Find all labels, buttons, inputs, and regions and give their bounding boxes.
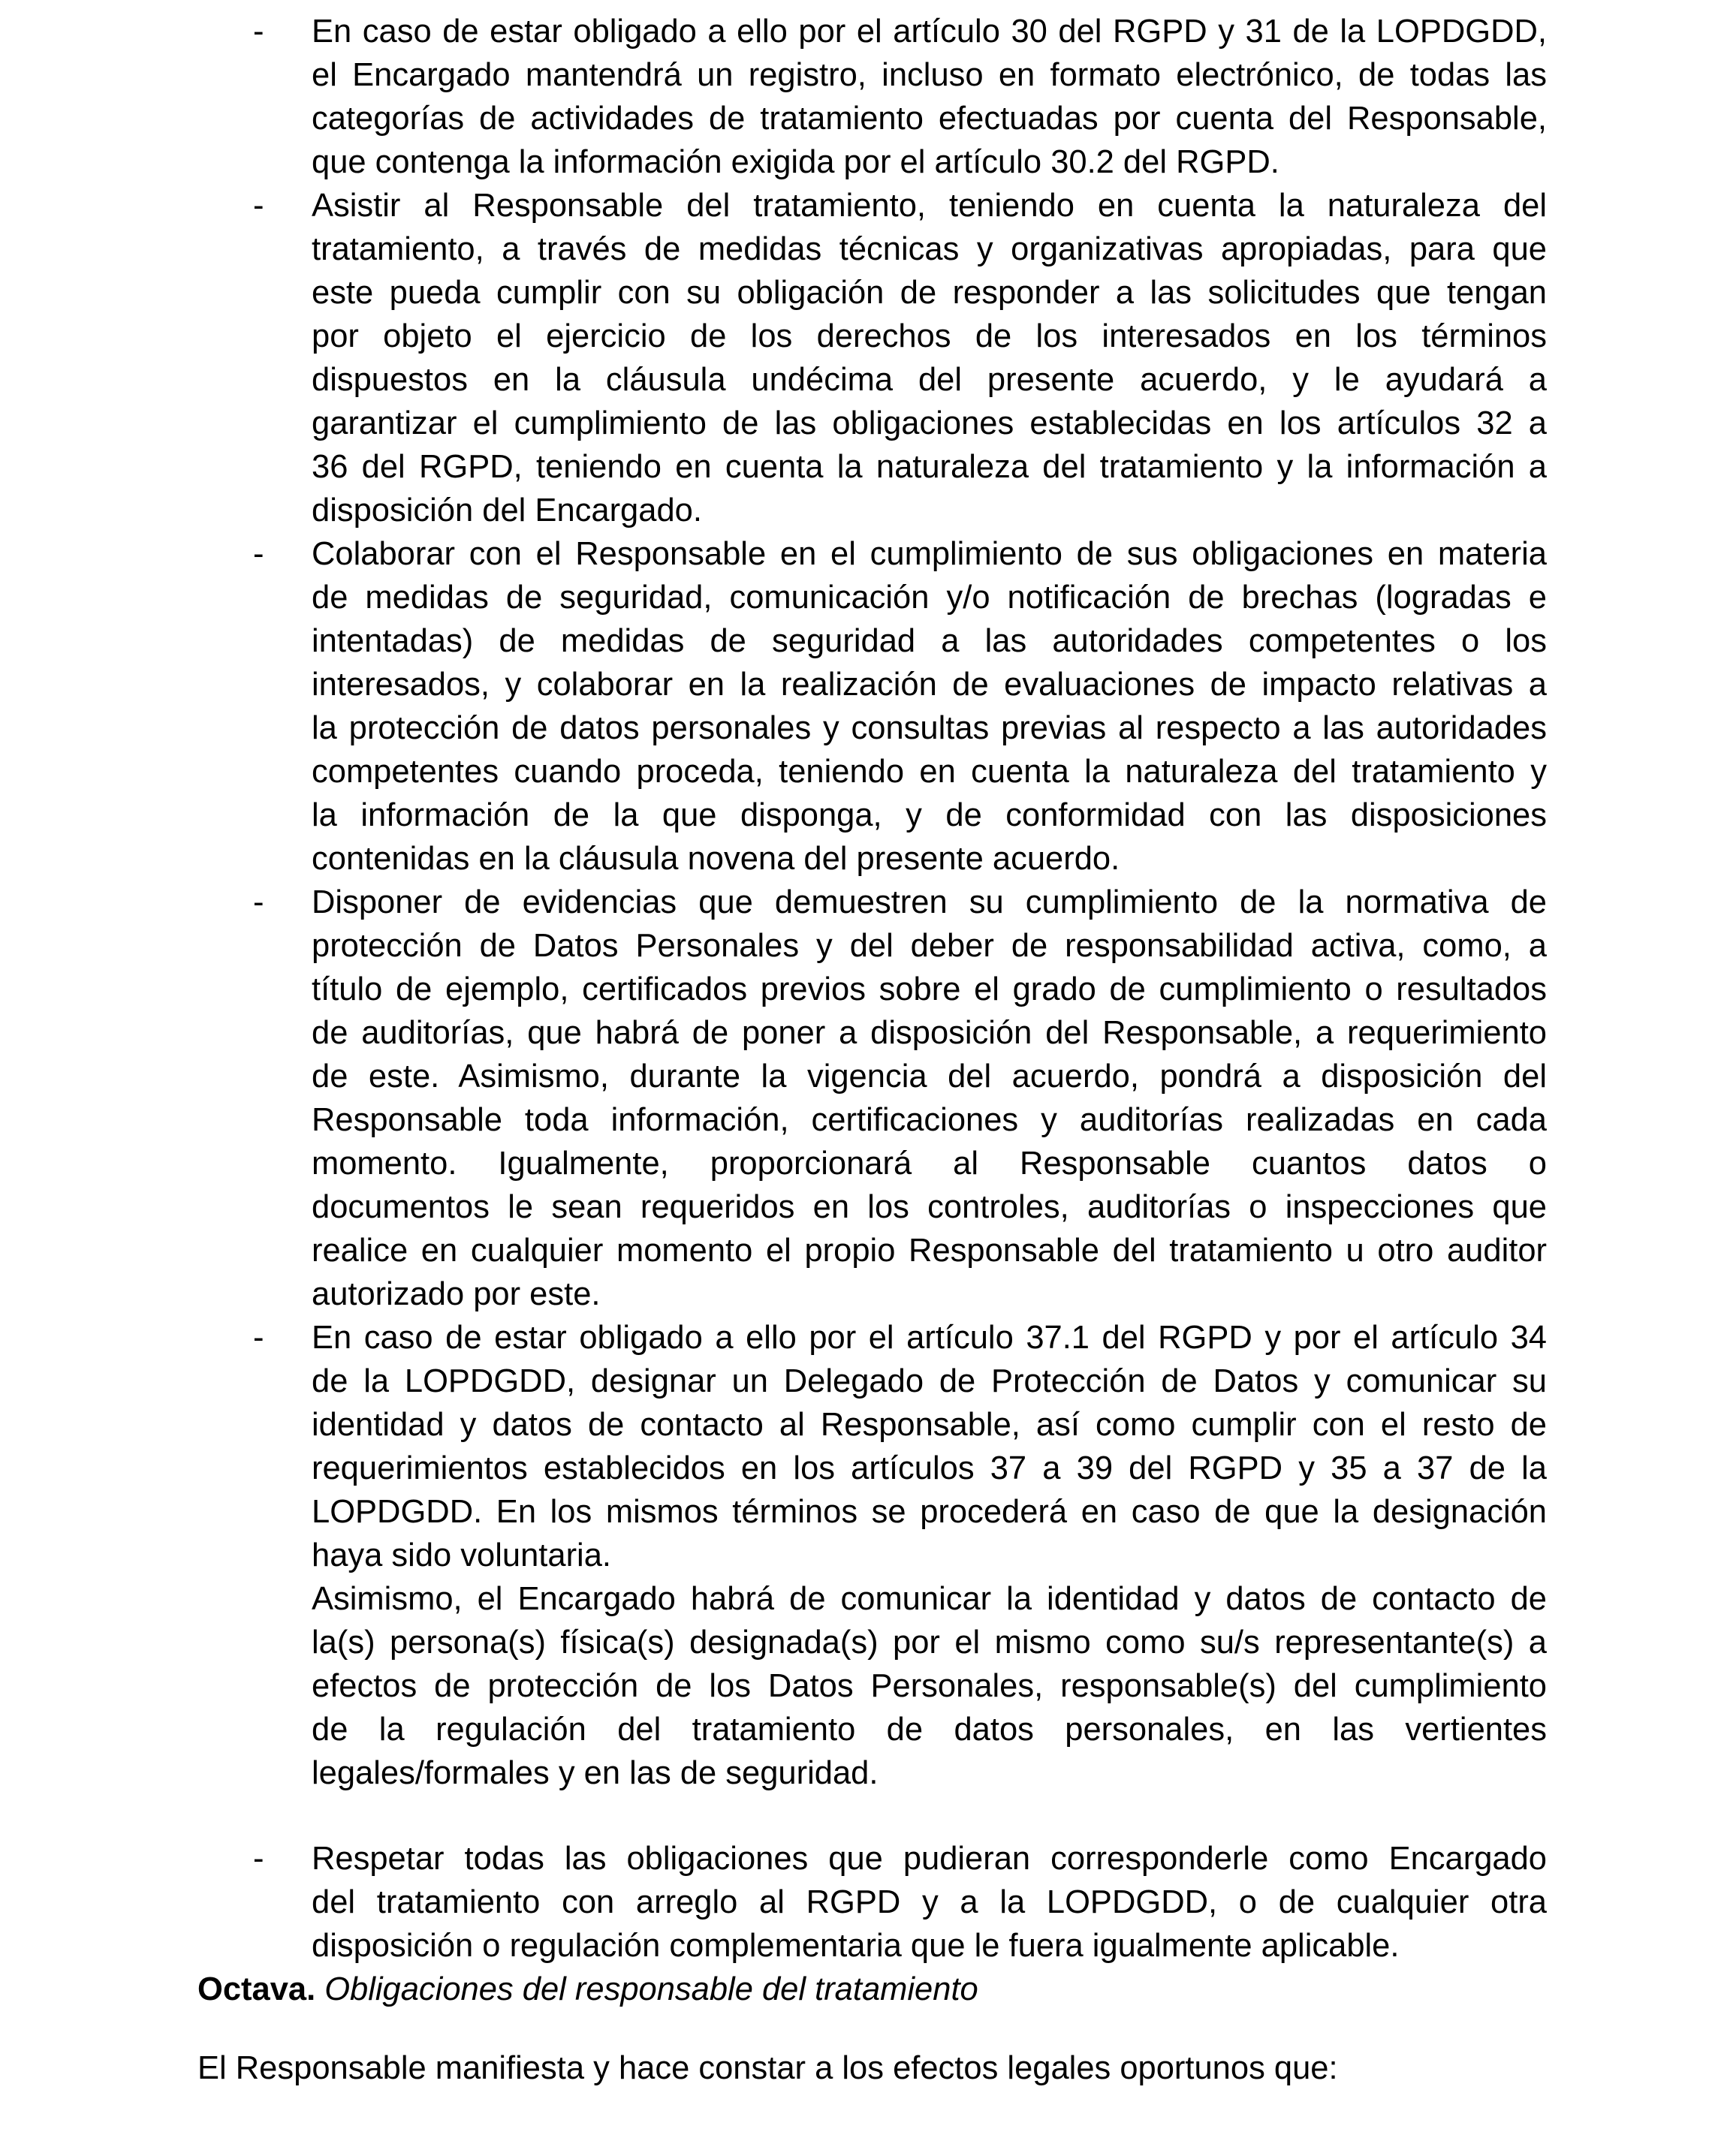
text-line: momento. Igualmente, proporcionará al Responsable cuantos datos o [312,1146,1547,1182]
bullet-item [253,881,1547,1316]
bullet-dash-marker: - [253,884,264,920]
text-line: disposición o regulación complementaria que le fuera igualmente aplicable. [312,1928,1400,1964]
text-line: documentos le sean requeridos en los controles, auditorías o inspecciones que [312,1189,1547,1225]
text-line: identidad y datos de contacto al Responsable, así como cumplir con el resto de [312,1407,1547,1443]
text-line: Responsable toda información, certificaciones y auditorías realizadas en cada [312,1102,1547,1138]
text-line: contenidas en la cláusula novena del presente acuerdo. [312,841,1120,877]
text-line: la protección de datos personales y consultas previas al respecto a las autoridades [312,710,1547,746]
text-line: efectos de protección de los Datos Personales, responsable(s) del cumplimiento [312,1668,1547,1704]
text-line: que contenga la información exigida por el artículo 30.2 del RGPD. [312,144,1279,180]
bullet-dash-marker: - [253,536,264,572]
text-line: protección de Datos Personales y del deber de responsabilidad activa, como, a [312,928,1547,964]
bullet-item [253,184,1547,532]
bullet-item [253,10,1547,184]
text-line: En caso de estar obligado a ello por el artículo 37.1 del RGPD y por el artículo 34 [312,1320,1547,1356]
text-line: El Responsable manifiesta y hace constar a los efectos legales oportunos que: [197,2050,1338,2086]
text-line: En caso de estar obligado a ello por el artículo 30 del RGPD y 31 de la LOPDGDD, [312,14,1547,50]
text-line: por objeto el ejercicio de los derechos de los interesados en los términos [312,318,1547,354]
bullet-dash-marker: - [253,14,264,50]
heading-title: Obligaciones del responsable del tratamiento [324,1971,978,2007]
text-line: categorías de actividades de tratamiento efectuadas por cuenta del Responsable, [312,101,1547,137]
text-line: este pueda cumplir con su obligación de responder a las solicitudes que tengan [312,275,1547,311]
text-line: Asimismo, el Encargado habrá de comunicar la identidad y datos de contacto de [312,1581,1547,1617]
bullet-continuation-paragraph [312,1577,1547,1795]
text-line: LOPDGDD. En los mismos términos se procederá en caso de que la designación [312,1494,1547,1530]
bullet-dash-marker: - [253,1841,264,1877]
bullet-item [253,1837,1547,1968]
text-line: Disponer de evidencias que demuestren su cumplimiento de la normativa de [312,884,1547,920]
heading-number: Octava. [197,1971,316,2007]
text-line: Respetar todas las obligaciones que pudieran corresponderle como Encargado [312,1841,1547,1877]
bullet-dash-marker: - [253,188,264,224]
text-line: 36 del RGPD, teniendo en cuenta la naturaleza del tratamiento y la información a [312,449,1547,485]
text-line: tratamiento, a través de medidas técnicas y organizativas apropiadas, para que [312,231,1547,267]
text-line: título de ejemplo, certificados previos sobre el grado de cumplimiento o resultados [312,971,1547,1007]
text-line: realice en cualquier momento el propio Responsable del tratamiento u otro auditor [312,1233,1547,1269]
bullet-item [253,1316,1547,1577]
closing-paragraph [197,2046,1721,2090]
text-line: intentadas) de medidas de seguridad a las autoridades competentes o los [312,623,1547,659]
text-line: del tratamiento con arreglo al RGPD y a la LOPDGDD, o de cualquier otra [312,1884,1547,1920]
text-line: disposición del Encargado. [312,492,702,528]
text-line: de la LOPDGDD, designar un Delegado de Protección de Datos y comunicar su [312,1363,1547,1399]
text-line: competentes cuando proceda, teniendo en cuenta la naturaleza del tratamiento y [312,754,1547,790]
text-line: de auditorías, que habrá de poner a disposición del Responsable, a requerimiento [312,1015,1547,1051]
text-line: de la regulación del tratamiento de datos personales, en las vertientes [312,1712,1547,1748]
text-line: de medidas de seguridad, comunicación y/o notificación de brechas (logradas e [312,580,1547,616]
text-line: legales/formales y en las de seguridad. [312,1755,879,1791]
text-line: requerimientos establecidos en los artículos 37 a 39 del RGPD y 35 a 37 de la [312,1450,1547,1486]
text-line: autorizado por este. [312,1276,601,1312]
text-line: Colaborar con el Responsable en el cumplimiento de sus obligaciones en materia [312,536,1547,572]
bullet-dash-marker: - [253,1320,264,1356]
bullet-item [253,532,1547,881]
text-line: de este. Asimismo, durante la vigencia del acuerdo, pondrá a disposición del [312,1058,1547,1095]
text-line: interesados, y colaborar en la realización de evaluaciones de impacto relativas a [312,667,1547,703]
text-line: dispuestos en la cláusula undécima del presente acuerdo, y le ayudará a [312,362,1547,398]
section-heading [197,1968,1721,2011]
text-line: garantizar el cumplimiento de las obligaciones establecidas en los artículos 32 a [312,405,1547,441]
text-line: el Encargado mantendrá un registro, incluso en formato electrónico, de todas las [312,57,1547,93]
text-line: haya sido voluntaria. [312,1537,611,1573]
text-line: Asistir al Responsable del tratamiento, teniendo en cuenta la naturaleza del [312,188,1547,224]
text-line: la(s) persona(s) física(s) designada(s) por el mismo como su/s representante(s) a [312,1625,1547,1661]
text-line: la información de la que disponga, y de conformidad con las disposiciones [312,797,1547,833]
